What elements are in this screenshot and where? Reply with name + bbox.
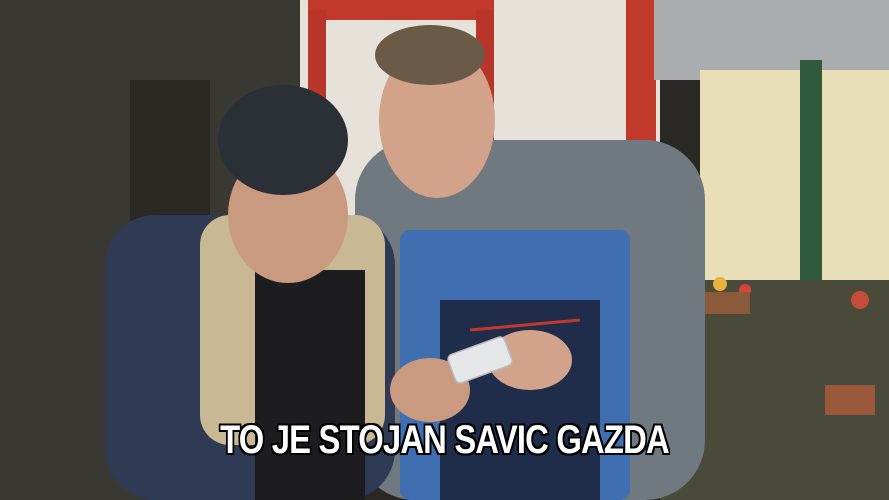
flower [713,277,727,291]
house-wall [700,70,889,300]
flower-pot [825,385,875,415]
man-left-shirt [255,270,365,500]
flower-pot [700,292,750,314]
man-right-hair [375,25,485,85]
house-roof [654,0,889,80]
red-door-frame [308,0,494,20]
meme-caption: TO JE STOJAN SAVIC GAZDA [220,418,669,462]
flower [851,291,869,309]
man-left-beanie [218,85,348,195]
